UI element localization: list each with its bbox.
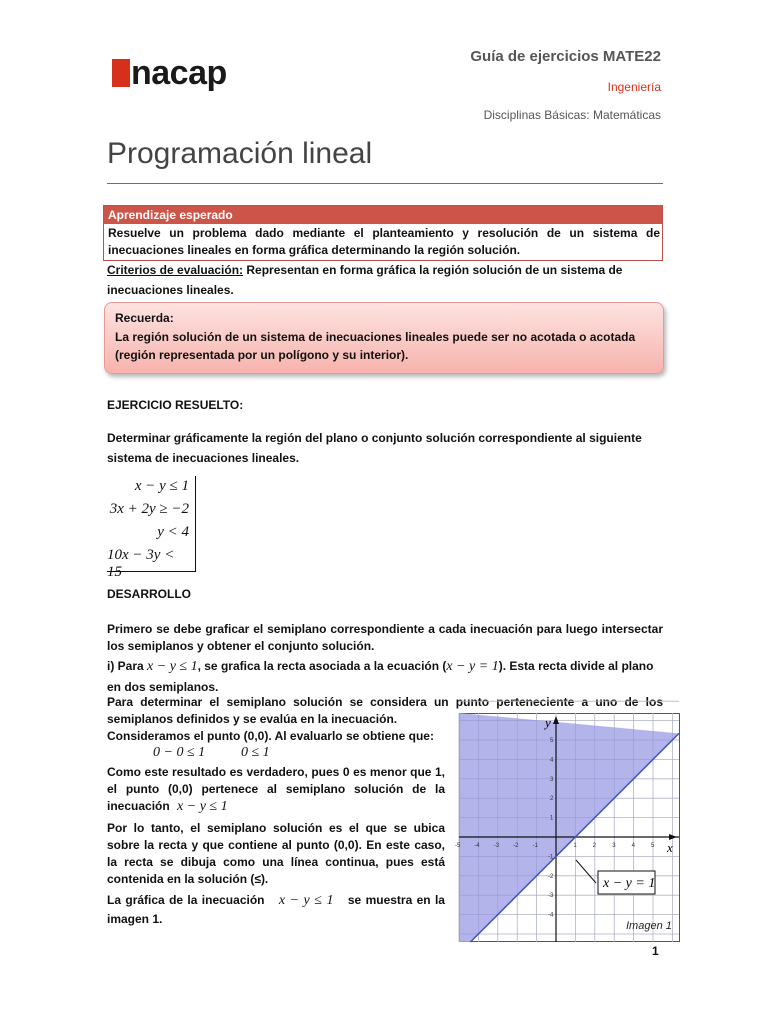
development-p6: Por lo tanto, el semiplano solución es el que se ubica sobre la recta y que contiene al punto (0,0). En este caso, la recta se dibuja como una línea continua, pues está contenida en la solución (≤). bbox=[107, 821, 445, 886]
criteria-body: Representan en forma gráfica la región solución de un sistema de inecuaciones lineales. bbox=[107, 263, 623, 297]
p2-math-1: x − y ≤ 1 bbox=[147, 659, 198, 674]
y-tick-label: 2 bbox=[550, 796, 554, 803]
reminder-heading: Recuerda: bbox=[115, 311, 174, 325]
p7-text-a: La gráfica de la inecuación bbox=[107, 893, 269, 907]
x-tick-label: 4 bbox=[631, 843, 635, 849]
guide-title: Guía de ejercicios MATE22 bbox=[470, 48, 661, 65]
y-tick-label: 1 bbox=[550, 815, 554, 822]
p2-text-a: i) Para bbox=[107, 659, 148, 673]
criteria-label: Criterios de evaluación: bbox=[107, 263, 244, 277]
p2-math-2: x − y = 1 bbox=[446, 659, 499, 674]
exercise-statement: Determinar gráficamente la región del plano o conjunto solución correspondiente al siguiente sistema de inecuaciones lineales. bbox=[107, 431, 642, 465]
p2-text-b: , se grafica la recta asociada a la ecuación ( bbox=[197, 659, 447, 673]
x-tick-label: -2 bbox=[513, 843, 519, 849]
x-tick-label: 5 bbox=[651, 843, 655, 849]
area-label: Ingeniería bbox=[607, 80, 661, 94]
x-tick-label: 2 bbox=[592, 843, 597, 849]
inequality-1: x − y ≤ 1 bbox=[134, 478, 189, 494]
development-p2 bbox=[107, 656, 663, 697]
y-tick-label: 5 bbox=[550, 738, 554, 744]
page-title: Programación lineal bbox=[107, 137, 373, 170]
development-p4: Consideramos el punto (0,0). Al evaluarlo se obtiene que: bbox=[107, 729, 434, 743]
eval-step-1: 0 − 0 ≤ 1 bbox=[153, 745, 206, 760]
image-caption: Imagen 1 bbox=[626, 920, 672, 932]
x-tick-label: -3 bbox=[493, 843, 500, 849]
logo-mark bbox=[112, 59, 130, 87]
inequality-system bbox=[107, 476, 196, 580]
inequality-4: 10x − 3y < 15 bbox=[107, 547, 175, 580]
y-tick-label: 4 bbox=[550, 757, 554, 764]
development-heading: DESARROLLO bbox=[107, 587, 191, 601]
y-tick-label: 3 bbox=[550, 776, 554, 783]
inequality-graph bbox=[455, 713, 680, 942]
learning-heading: Aprendizaje esperado bbox=[104, 206, 662, 224]
y-axis-label: y bbox=[545, 715, 551, 730]
line-label: x − y = 1 bbox=[603, 876, 656, 891]
criteria bbox=[107, 260, 663, 300]
x-tick-label: 3 bbox=[612, 843, 616, 849]
x-tick-label: -1 bbox=[532, 843, 538, 849]
p2-text-c: ). Esta recta divide al plano en dos semiplanos. bbox=[107, 659, 654, 694]
y-tick-label: -2 bbox=[548, 873, 554, 880]
y-tick-label: -1 bbox=[548, 854, 554, 861]
p7-text-b: se muestra en la imagen 1. bbox=[107, 893, 445, 926]
reminder-box bbox=[104, 302, 664, 374]
development-p1: Primero se debe graficar el semiplano correspondiente a cada inecuación para luego intersectar los semiplanos y obtener el conjunto solución. bbox=[107, 622, 663, 653]
exercise-heading: EJERCICIO RESUELTO: bbox=[107, 398, 244, 412]
p5-text: Como este resultado es verdadero, pues 0 es menor que 1, el punto (0,0) pertenece al semiplano solución de la inecuación bbox=[107, 765, 445, 813]
page-number: 1 bbox=[652, 944, 659, 958]
logo: nacap bbox=[131, 54, 227, 92]
discipline-label: Disciplinas Básicas: Matemáticas bbox=[483, 108, 661, 122]
inequality-3: y < 4 bbox=[157, 524, 189, 540]
y-tick-label: -4 bbox=[548, 912, 554, 919]
development-p7 bbox=[107, 891, 445, 929]
learning-box bbox=[103, 205, 663, 261]
p7-math: x − y ≤ 1 bbox=[278, 893, 334, 908]
eval-step-2: 0 ≤ 1 bbox=[241, 745, 270, 760]
reminder-body: La región solución de un sistema de inecuaciones lineales puede ser no acotada o acotada (región representada por un polígono y su interior). bbox=[115, 330, 636, 362]
y-tick-label: -3 bbox=[548, 893, 554, 900]
learning-body: Resuelve un problema dado mediante el planteamiento y resolución de un sistema de inecuaciones lineales en forma gráfica determinando la región solución. bbox=[108, 226, 660, 257]
development-p5 bbox=[107, 764, 445, 815]
title-divider bbox=[107, 183, 663, 184]
p5-math: x − y ≤ 1 bbox=[177, 799, 228, 814]
x-tick-label: -5 bbox=[455, 843, 461, 849]
x-axis-label: x bbox=[667, 840, 673, 855]
x-tick-label: -4 bbox=[474, 843, 480, 849]
development-p3: Para determinar el semiplano solución se considera un punto perteneciente a uno de los semiplanos definidos y se evalúa en la inecuación. bbox=[107, 695, 663, 726]
inequality-2: 3x + 2y ≥ −2 bbox=[109, 501, 189, 517]
x-tick-label: 1 bbox=[573, 843, 577, 849]
